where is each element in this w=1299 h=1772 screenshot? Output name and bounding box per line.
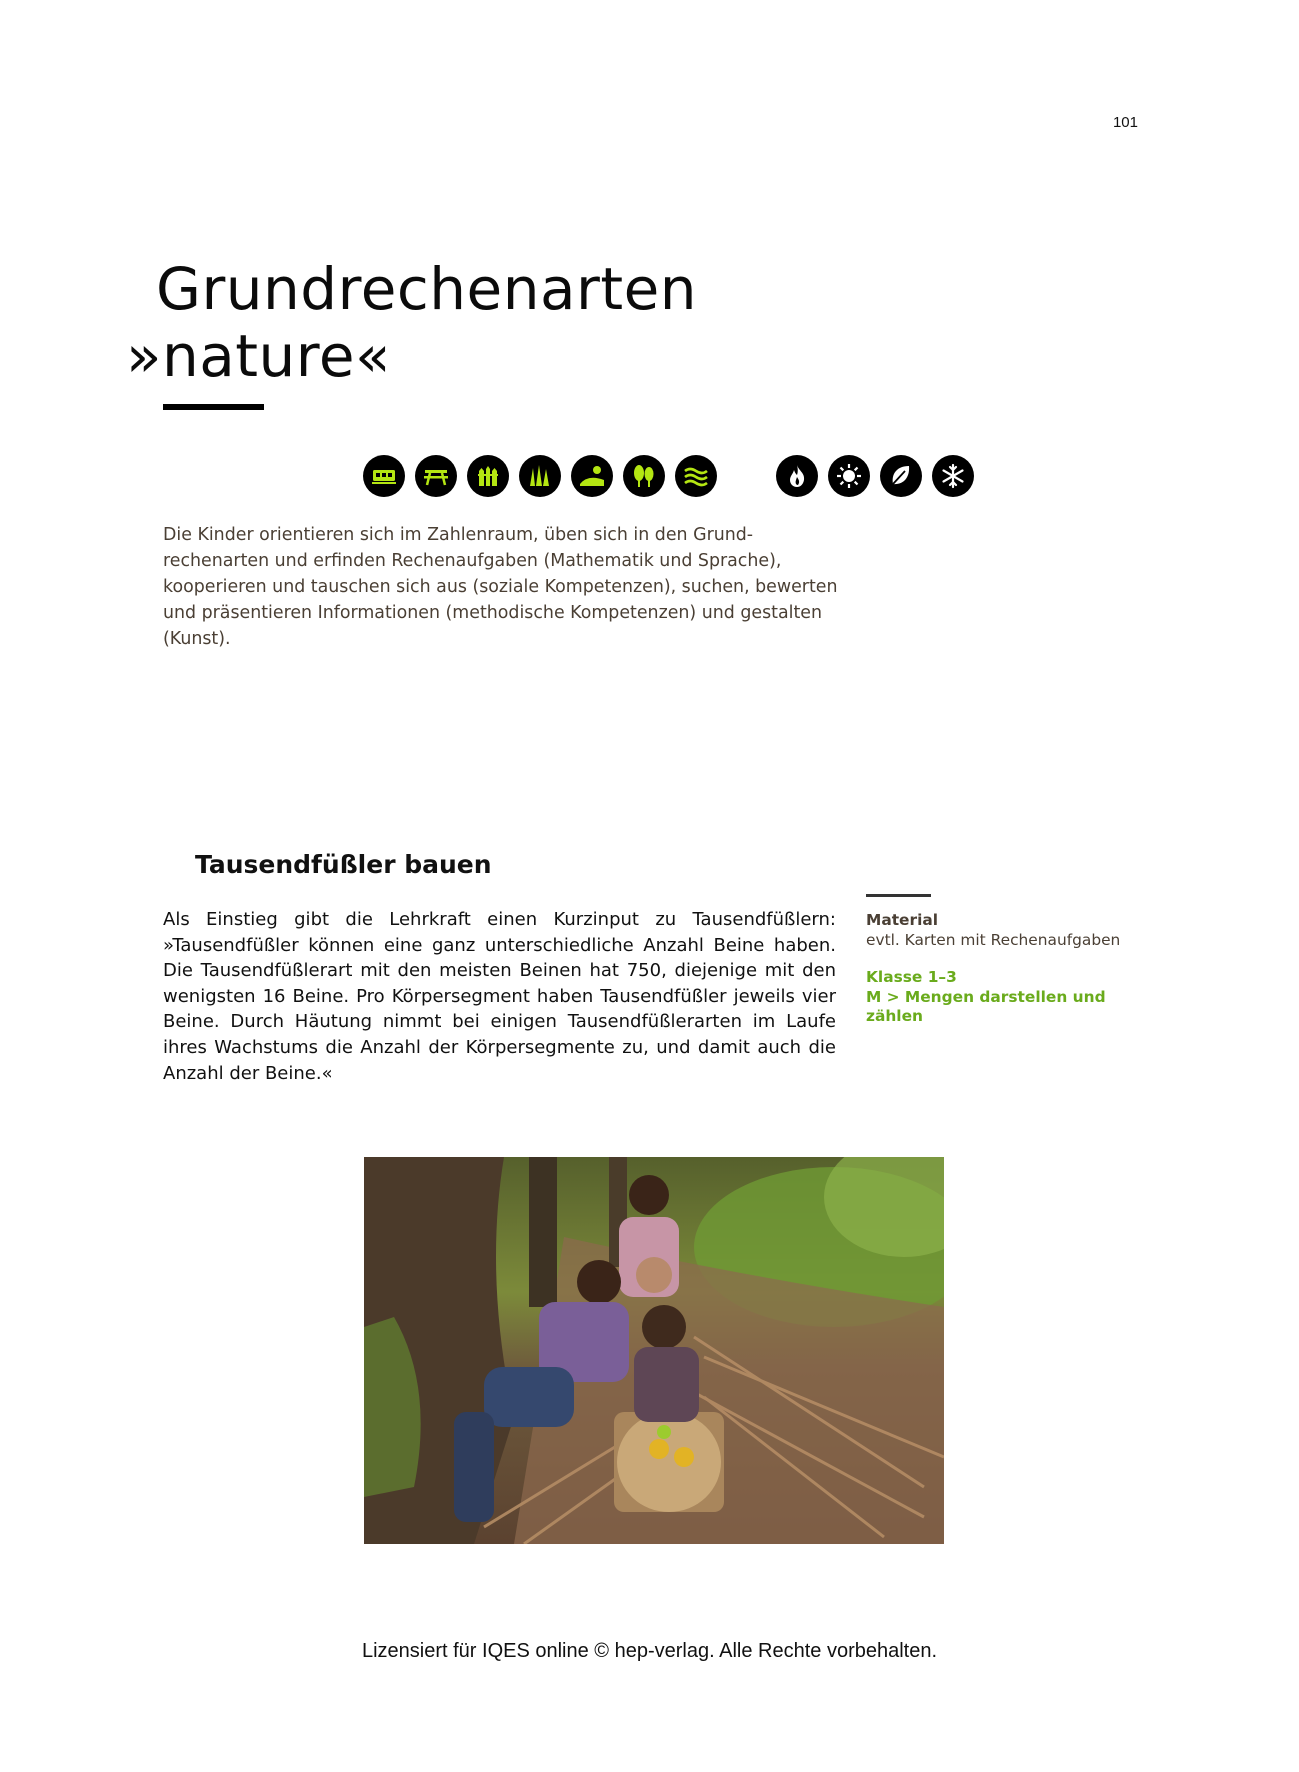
leaf-icon bbox=[880, 455, 922, 497]
intro-paragraph: Die Kinder orientieren sich im Zahlenraum, üben sich in den Grund-rechenarten und erfinden Rechenaufgaben (Mathematik und Sprache), kooperieren und tauschen sich aus (soziale Kompetenzen), suchen, bewerten und präsentieren Informationen (methodische Kompetenzen) und gestalten (Kunst). bbox=[163, 525, 838, 649]
snowflake-icon bbox=[932, 455, 974, 497]
section-heading: Tausendfüßler bauen bbox=[195, 850, 492, 879]
picnic-table-icon bbox=[415, 455, 457, 497]
sidebar-info bbox=[866, 911, 1136, 1027]
section-body: Als Einstieg gibt die Lehrkraft einen Kurzinput zu Tausendfüßlern: »Tausendfüßler können eine ganz unterschiedliche Anzahl Beine haben. Die Tausendfüßlerart mit den meisten Beinen hat 750, diejenige mit den wenigsten 16 Beine. Pro Körpersegment haben Tausendfüßler jeweils vier Beine. Durch Häutung nimmt bei einigen Tausendfüßlerarten im Laufe ihres Wachstums die Anzahl der Körpersegmente zu, und damit auch die Anzahl der Beine.« bbox=[163, 909, 836, 1084]
topic: M > Mengen darstellen und zählen bbox=[866, 987, 1106, 1025]
title-underline bbox=[163, 404, 264, 410]
fence-icon bbox=[467, 455, 509, 497]
fire-icon bbox=[776, 455, 818, 497]
sidebar-rule bbox=[866, 894, 931, 897]
sun-icon bbox=[828, 455, 870, 497]
license-footer: Lizensiert für IQES online © hep-verlag. Alle Rechte vorbehalten. bbox=[361, 1640, 938, 1662]
person-hill-icon bbox=[571, 455, 613, 497]
grass-icon bbox=[519, 455, 561, 497]
page-title-line-1: Grundrechenarten bbox=[156, 255, 698, 323]
material-label: Material bbox=[866, 911, 939, 929]
location-icons bbox=[363, 455, 727, 499]
wagon-icon bbox=[363, 455, 405, 497]
waves-icon bbox=[675, 455, 717, 497]
material-value: evtl. Karten mit Rechenaufgaben bbox=[866, 930, 1121, 949]
page-title-line-2: »nature« bbox=[126, 322, 392, 390]
forest-photo bbox=[364, 1157, 944, 1544]
season-icons bbox=[776, 455, 984, 499]
class-level: Klasse 1–3 bbox=[866, 968, 957, 986]
trees-icon bbox=[623, 455, 665, 497]
page-number: 101 bbox=[1112, 114, 1138, 131]
